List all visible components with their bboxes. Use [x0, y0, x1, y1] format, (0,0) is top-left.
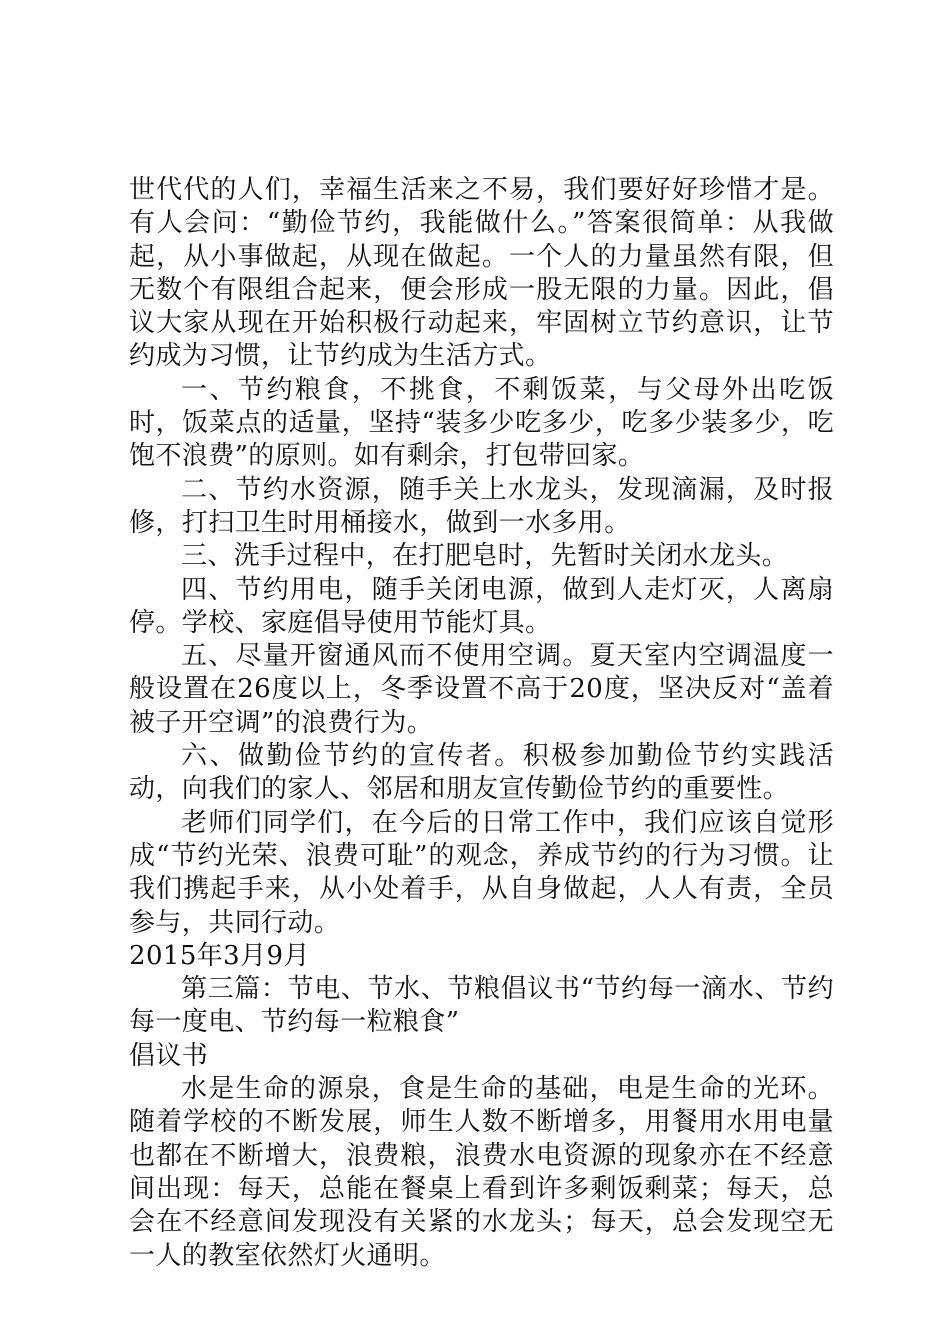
document-body: [129, 174, 834, 1273]
paragraph-item-aircon: 五、尽量开窗通风而不使用空调。夏天室内空调温度一般设置在26度以上，冬季设置不高于20度，坚决反对“盖着被子开空调”的浪费行为。: [129, 641, 834, 738]
document-date: 2015年3月9月: [129, 940, 310, 971]
paragraph-item-water: 二、节约水资源，随手关上水龙头，发现滴漏，及时报修，打扫卫生时用桶接水，做到一水多用。: [129, 474, 834, 538]
paragraph-item-food: 一、节约粮食，不挑食，不剩饭菜，与父母外出吃饭时，饭菜点的适量，坚持“装多少吃多少，吃多少装多少，吃饱不浪费”的原则。如有剩余，打包带回家。: [129, 374, 834, 472]
paragraph-item-electricity: 四、节约用电，随手关闭电源，做到人走灯灭，人离扇停。学校、家庭倡导使用节能灯具。: [129, 574, 834, 638]
paragraph-proposal-intro: 水是生命的源泉，食是生命的基础，电是生命的光环。随着学校的不断发展，师生人数不断增多，用餐用水用电量也都在不断增大，浪费粮，浪费水电资源的现象亦在不经意间出现：每天，总能在餐桌上看到许多剩饭剩菜；每天，总会在不经意间发现没有关紧的水龙头；每天，总会发现空无一人的教室依然灯火通明。: [129, 1074, 834, 1271]
paragraph-item-handwash: 三、洗手过程中，在打肥皂时，先暂时关闭水龙头。: [181, 541, 789, 572]
paragraph-item-promotion: 六、做勤俭节约的宣传者。积极参加勤俭节约实践活动，向我们的家人、邻居和朋友宣传勤俭节约的重要性。: [129, 741, 834, 805]
section-subtitle: 倡议书: [129, 1040, 209, 1071]
section-heading: 第三篇：节电、节水、节粮倡议书“节约每一滴水、节约每一度电、节约每一粒粮食”: [129, 974, 834, 1038]
paragraph-intro-continuation: 世代代的人们，幸福生活来之不易，我们要好好珍惜才是。有人会问：“勤俭节约，我能做什么。”答案很简单：从我做起，从小事做起，从现在做起。一个人的力量虽然有限，但无数个有限组合起来，便会形成一股无限的力量。因此，倡议大家从现在开始积极行动起来，牢固树立节约意识，让节约成为习惯，让节约成为生活方式。: [129, 175, 834, 372]
paragraph-closing: 老师们同学们，在今后的日常工作中，我们应该自觉形成“节约光荣、浪费可耻”的观念，养成节约的行为习惯。让我们携起手来，从小处着手，从自身做起，人人有责，全员参与，共同行动。: [129, 807, 834, 938]
